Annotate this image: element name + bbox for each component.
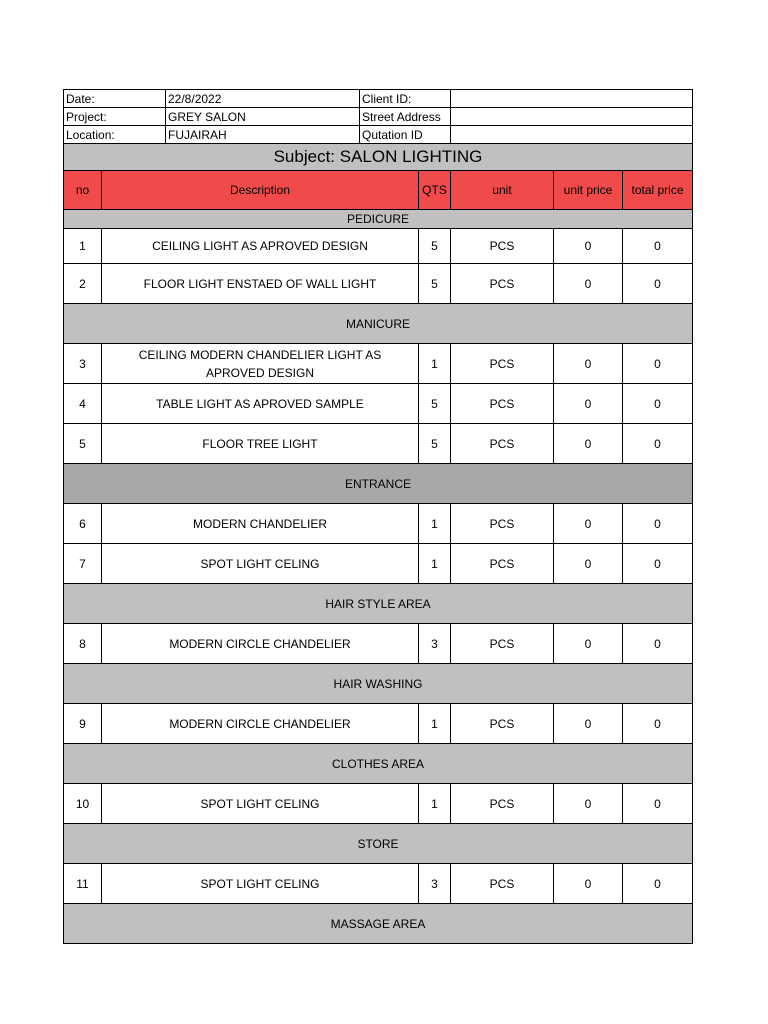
- item-no: 6: [64, 504, 102, 544]
- item-unit-price: 0: [554, 229, 623, 264]
- client-id-label: Client ID:: [360, 90, 451, 108]
- item-qts: 3: [419, 624, 451, 664]
- section-title: PEDICURE: [64, 210, 693, 229]
- client-id-value[interactable]: [451, 90, 693, 108]
- item-unit: PCS: [451, 704, 554, 744]
- item-qts: 1: [419, 544, 451, 584]
- table-row: [64, 544, 693, 584]
- item-total-price: 0: [623, 344, 693, 384]
- table-row: [64, 624, 693, 664]
- items-table: [63, 143, 693, 944]
- item-no: 11: [64, 864, 102, 904]
- header-row-location: [64, 126, 693, 144]
- location-label: Location:: [64, 126, 166, 144]
- section-row: [64, 464, 693, 504]
- table-row: [64, 504, 693, 544]
- item-unit-price: 0: [554, 344, 623, 384]
- item-description: CEILING LIGHT AS APROVED DESIGN: [102, 229, 419, 264]
- street-address-label: Street Address: [360, 108, 451, 126]
- item-unit: PCS: [451, 864, 554, 904]
- item-description: TABLE LIGHT AS APROVED SAMPLE: [102, 384, 419, 424]
- item-total-price: 0: [623, 229, 693, 264]
- subject-row: [64, 144, 693, 171]
- section-row: [64, 664, 693, 704]
- item-unit: PCS: [451, 264, 554, 304]
- item-no: 7: [64, 544, 102, 584]
- item-unit-price: 0: [554, 264, 623, 304]
- item-no: 4: [64, 384, 102, 424]
- header-info-table: [63, 89, 693, 144]
- item-unit: PCS: [451, 229, 554, 264]
- header-row-date: [64, 90, 693, 108]
- table-row: [64, 344, 693, 384]
- item-unit: PCS: [451, 344, 554, 384]
- section-row: [64, 824, 693, 864]
- item-qts: 5: [419, 229, 451, 264]
- table-row: [64, 424, 693, 464]
- item-unit-price: 0: [554, 864, 623, 904]
- col-header-description: Description: [102, 171, 419, 210]
- table-row: [64, 704, 693, 744]
- col-header-total-price: total price: [623, 171, 693, 210]
- quotation-id-label: Qutation ID: [360, 126, 451, 144]
- item-qts: 1: [419, 704, 451, 744]
- table-row: [64, 384, 693, 424]
- section-title: MANICURE: [64, 304, 693, 344]
- section-row: [64, 744, 693, 784]
- item-unit: PCS: [451, 384, 554, 424]
- section-title: HAIR STYLE AREA: [64, 584, 693, 624]
- item-qts: 5: [419, 384, 451, 424]
- section-row: [64, 304, 693, 344]
- item-description: SPOT LIGHT CELING: [102, 544, 419, 584]
- item-qts: 1: [419, 784, 451, 824]
- item-unit-price: 0: [554, 424, 623, 464]
- item-total-price: 0: [623, 384, 693, 424]
- item-qts: 3: [419, 864, 451, 904]
- item-description: MODERN CHANDELIER: [102, 504, 419, 544]
- item-no: 2: [64, 264, 102, 304]
- date-value[interactable]: 22/8/2022: [166, 90, 360, 108]
- item-total-price: 0: [623, 864, 693, 904]
- item-description: FLOOR LIGHT ENSTAED OF WALL LIGHT: [102, 264, 419, 304]
- item-unit-price: 0: [554, 384, 623, 424]
- item-no: 10: [64, 784, 102, 824]
- item-no: 3: [64, 344, 102, 384]
- item-unit-price: 0: [554, 704, 623, 744]
- item-unit: PCS: [451, 424, 554, 464]
- item-total-price: 0: [623, 784, 693, 824]
- subject-title: Subject: SALON LIGHTING: [64, 144, 693, 171]
- section-row: [64, 904, 693, 944]
- item-unit: PCS: [451, 544, 554, 584]
- item-unit: PCS: [451, 624, 554, 664]
- col-header-no: no: [64, 171, 102, 210]
- quotation-sheet: [63, 89, 693, 944]
- item-total-price: 0: [623, 704, 693, 744]
- quotation-id-value[interactable]: [451, 126, 693, 144]
- item-total-price: 0: [623, 624, 693, 664]
- item-unit-price: 0: [554, 784, 623, 824]
- section-title: ENTRANCE: [64, 464, 693, 504]
- item-total-price: 0: [623, 504, 693, 544]
- date-label: Date:: [64, 90, 166, 108]
- section-title: HAIR WASHING: [64, 664, 693, 704]
- item-qts: 1: [419, 504, 451, 544]
- item-description: SPOT LIGHT CELING: [102, 784, 419, 824]
- section-title: MASSAGE AREA: [64, 904, 693, 944]
- location-value[interactable]: FUJAIRAH: [166, 126, 360, 144]
- item-description: MODERN CIRCLE CHANDELIER: [102, 624, 419, 664]
- project-label: Project:: [64, 108, 166, 126]
- item-no: 9: [64, 704, 102, 744]
- item-unit-price: 0: [554, 504, 623, 544]
- item-description: MODERN CIRCLE CHANDELIER: [102, 704, 419, 744]
- table-row: [64, 264, 693, 304]
- item-description: SPOT LIGHT CELING: [102, 864, 419, 904]
- table-row: [64, 784, 693, 824]
- street-address-value[interactable]: [451, 108, 693, 126]
- item-description: FLOOR TREE LIGHT: [102, 424, 419, 464]
- col-header-qts: QTS: [419, 171, 451, 210]
- header-row-project: [64, 108, 693, 126]
- item-qts: 5: [419, 264, 451, 304]
- item-total-price: 0: [623, 264, 693, 304]
- item-unit-price: 0: [554, 544, 623, 584]
- item-unit: PCS: [451, 504, 554, 544]
- item-qts: 1: [419, 344, 451, 384]
- project-value[interactable]: GREY SALON: [166, 108, 360, 126]
- column-header-row: [64, 171, 693, 210]
- section-title: STORE: [64, 824, 693, 864]
- col-header-unit: unit: [451, 171, 554, 210]
- col-header-unit-price: unit price: [554, 171, 623, 210]
- table-row: [64, 229, 693, 264]
- item-qts: 5: [419, 424, 451, 464]
- item-no: 1: [64, 229, 102, 264]
- item-unit-price: 0: [554, 624, 623, 664]
- item-no: 5: [64, 424, 102, 464]
- item-unit: PCS: [451, 784, 554, 824]
- section-row: [64, 584, 693, 624]
- section-title: CLOTHES AREA: [64, 744, 693, 784]
- item-total-price: 0: [623, 544, 693, 584]
- item-total-price: 0: [623, 424, 693, 464]
- item-description: CEILING MODERN CHANDELIER LIGHT AS APROVED DESIGN: [102, 344, 419, 384]
- section-row: [64, 210, 693, 229]
- table-row: [64, 864, 693, 904]
- item-no: 8: [64, 624, 102, 664]
